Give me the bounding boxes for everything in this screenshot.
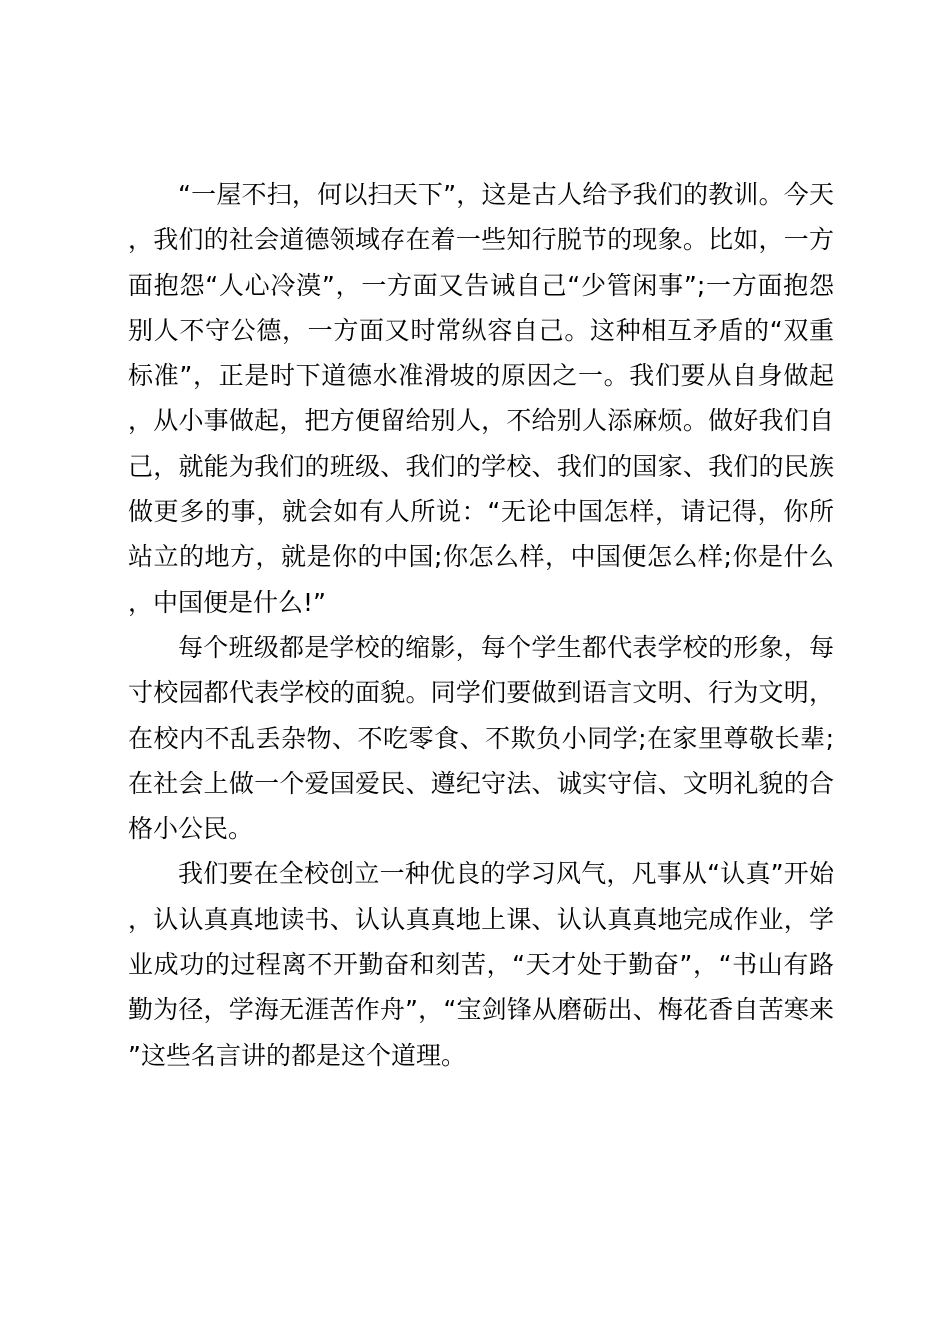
- paragraph-1: “一屋不扫，何以扫天下”，这是古人给予我们的教训。今天，我们的社会道德领域存在着一些知行脱节的现象。比如，一方面抱怨“人心冷漠”，一方面又告诫自己“少管闲事”;一方面抱怨别人不守公德，一方面又时常纵容自己。这种相互矛盾的“双重标准”，正是时下道德水准滑坡的原因之一。我们要从自身做起，从小事做起，把方便留给别人，不给别人添麻烦。做好我们自己，就能为我们的班级、我们的学校、我们的国家、我们的民族做更多的事，就会如有人所说：“无论中国怎样，请记得，你所站立的地方，就是你的中国;你怎么样，中国便怎么样;你是什么，中国便是什么!”: [128, 180, 834, 617]
- paragraph-3: 我们要在全校创立一种优良的学习风气，凡事从“认真”开始，认认真真地读书、认认真真地上课、认认真真地完成作业，学业成功的过程离不开勤奋和刻苦，“天才处于勤奋”，“书山有路勤为径，学海无涯苦作舟”，“宝剑锋从磨砺出、梅花香自苦寒来”这些名言讲的都是这个道理。: [128, 859, 834, 1070]
- document-body: [128, 172, 834, 1078]
- paragraph-2: 每个班级都是学校的缩影，每个学生都代表学校的形象，每寸校园都代表学校的面貌。同学们要做到语言文明、行为文明，在校内不乱丢杂物、不吃零食、不欺负小同学;在家里尊敬长辈;在社会上做一个爱国爱民、遵纪守法、诚实守信、文明礼貌的合格小公民。: [128, 632, 834, 844]
